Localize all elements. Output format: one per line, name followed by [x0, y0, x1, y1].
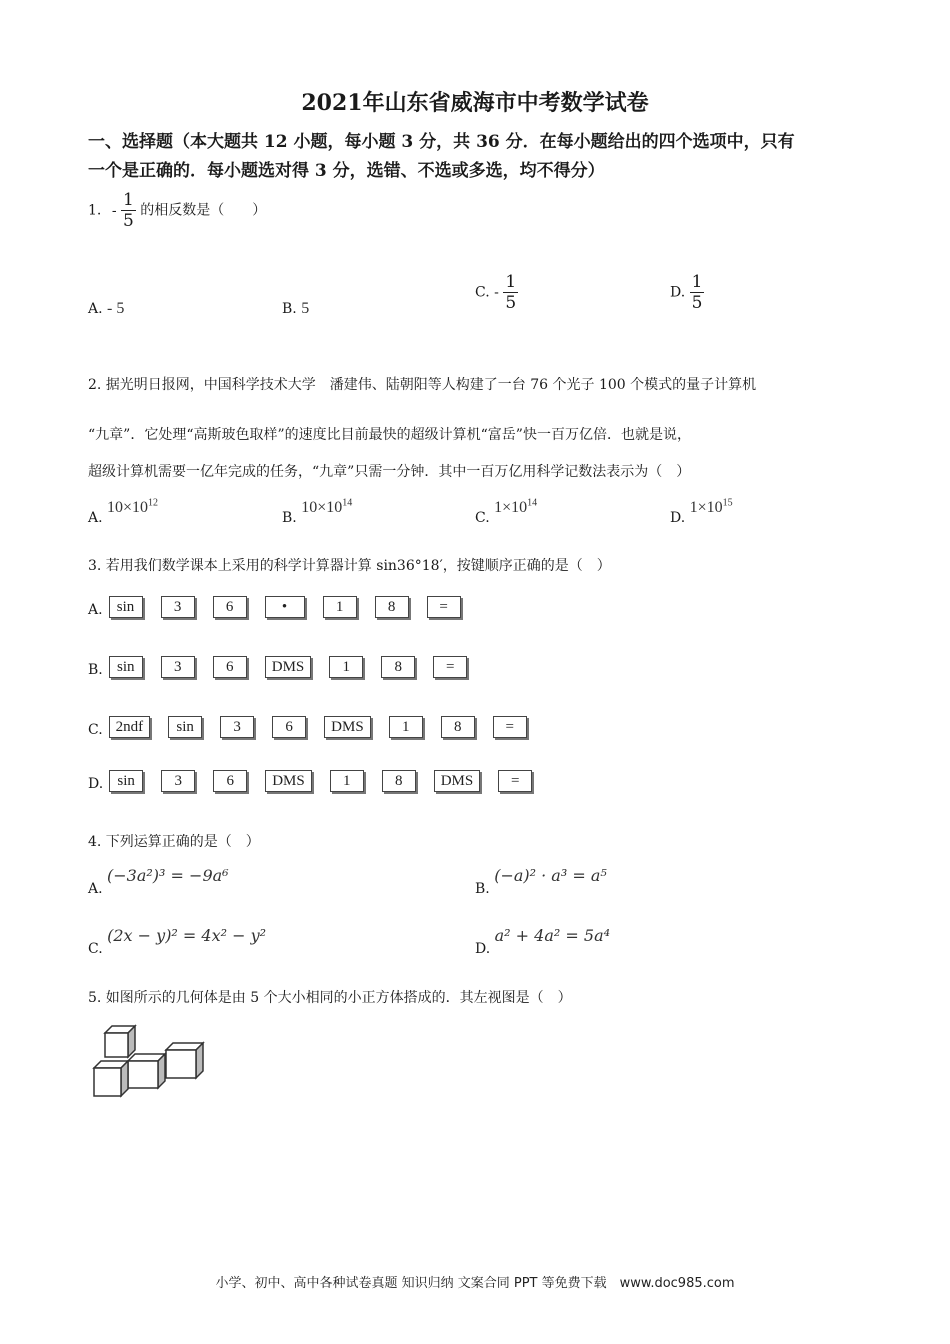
option-value: 5 [301, 300, 310, 317]
question-2-line3: 超级计算机需要一亿年完成的任务，“九章”只需一分钟．其中一百万亿用科学记数法表示为（ ） [88, 464, 691, 480]
question-5: 5. 如图所示的几何体是由 5 个大小相同的小正方体搭成的．其左视图是（ ） [88, 990, 572, 1006]
question-number: 1. [88, 202, 102, 219]
q3-option-a [88, 596, 461, 618]
key-sequence [109, 596, 461, 618]
calc-key: 8 [441, 716, 475, 738]
question-1 [88, 190, 266, 231]
option-label: C. [88, 722, 103, 738]
q4-option-a [88, 866, 229, 897]
option-label: B. [282, 301, 297, 317]
calc-key: 1 [329, 656, 363, 678]
option-label: B. [88, 662, 103, 678]
section-heading [88, 128, 878, 186]
q4-option-b [475, 866, 607, 897]
numerator: 1 [691, 272, 703, 292]
minus-sign: - [494, 284, 499, 301]
q1-option-b [282, 300, 309, 318]
section-heading-line1: 一、选择题（本大题共 12 小题，每小题 3 分，共 36 分．在每小题给出的四个选项中，只有 [88, 132, 795, 152]
calc-key: = [498, 770, 532, 792]
calc-key: = [433, 656, 467, 678]
calc-key: sin [109, 596, 143, 618]
key-sequence [109, 656, 468, 678]
q4-option-d [475, 926, 611, 957]
q2-option-c [475, 498, 538, 527]
calc-key: = [493, 716, 527, 738]
denominator: 5 [691, 293, 703, 313]
q3-option-d [88, 770, 532, 792]
option-expression: (2x − y)² = 4x² − y² [107, 926, 267, 945]
key-sequence [109, 716, 527, 738]
option-value: - 5 [107, 300, 125, 317]
question-2-line1: 2. 据光明日报网，中国科学技术大学 潘建伟、陆朝阳等人构建了一台 76 个光子 100 个模式的量子计算机 [88, 377, 757, 393]
option-expression: (−3a²)³ = −9a⁶ [107, 866, 229, 885]
q2-option-a [88, 498, 159, 527]
calc-key: 8 [382, 770, 416, 792]
calc-key: 3 [220, 716, 254, 738]
q2-option-b [282, 498, 353, 527]
option-label: C. [88, 941, 103, 957]
question-text: 的相反数是（ ） [140, 202, 267, 219]
calc-key: sin [109, 656, 143, 678]
calc-key: 3 [161, 656, 195, 678]
question-3: 3. 若用我们数学课本上采用的科学计算器计算 sin36°18′，按键顺序正确的是（ ） [88, 558, 611, 574]
option-label: C. [475, 510, 490, 527]
q1-option-d [670, 272, 704, 313]
footer-text: 小学、初中、高中各种试卷真题 知识归纳 文案合同 PPT 等免费下载 www.doc985.com [215, 1276, 735, 1291]
calc-key: 6 [213, 656, 247, 678]
numerator: 1 [123, 190, 134, 210]
calc-key: 8 [375, 596, 409, 618]
option-label: D. [88, 776, 104, 792]
denominator: 5 [123, 211, 134, 231]
option-label: A. [88, 301, 103, 317]
option-label: A. [88, 881, 103, 897]
calc-key: 8 [381, 656, 415, 678]
calc-key: 1 [330, 770, 364, 792]
option-value: $10\times 10^{14}$ [301, 498, 353, 517]
section-heading-line2: 一个是正确的．每小题选对得 3 分，选错、不选或多选，均不得分） [88, 161, 605, 181]
q3-option-c [88, 716, 527, 738]
calc-key: sin [168, 716, 202, 738]
calc-key: 1 [389, 716, 423, 738]
option-label: D. [670, 510, 686, 527]
option-expression: a² + 4a² = 5a⁴ [494, 926, 611, 945]
option-label: A. [88, 510, 103, 527]
calc-key: sin [109, 770, 143, 792]
option-label: C. [475, 284, 490, 301]
fraction [121, 190, 136, 231]
option-value: $1\times 10^{15}$ [689, 498, 733, 517]
option-expression: (−a)² · a³ = a⁵ [494, 866, 607, 885]
q1-option-a [88, 300, 124, 318]
calc-key: 3 [161, 770, 195, 792]
calc-key: 3 [161, 596, 195, 618]
calc-key: 6 [272, 716, 306, 738]
q2-option-d [670, 498, 733, 527]
key-sequence [109, 770, 532, 792]
option-label: B. [282, 510, 297, 527]
minus-sign: - [111, 202, 117, 219]
calc-key: DMS [434, 770, 481, 792]
page-title: 2021年山东省威海市中考数学试卷 [301, 90, 649, 116]
calc-key: • [265, 596, 305, 618]
calc-key: DMS [265, 770, 312, 792]
option-label: B. [475, 881, 490, 897]
option-label: A. [88, 602, 103, 618]
calc-key: = [427, 596, 461, 618]
question-4: 4. 下列运算正确的是（ ） [88, 834, 260, 850]
option-label: D. [475, 941, 491, 957]
option-value: $1\times 10^{14}$ [494, 498, 538, 517]
q1-option-c [475, 272, 518, 313]
cube-figure [88, 1020, 218, 1100]
fraction [690, 272, 705, 313]
calc-key: 1 [323, 596, 357, 618]
numerator: 1 [505, 272, 517, 292]
calc-key: 2ndf [109, 716, 151, 738]
denominator: 5 [505, 293, 517, 313]
option-value: $10\times 10^{12}$ [107, 498, 159, 517]
calc-key: 6 [213, 770, 247, 792]
question-2-line2: “九章”．它处理“高斯玻色取样”的速度比目前最快的超级计算机“富岳”快一百万亿倍．也就是说， [88, 427, 691, 443]
q3-option-b [88, 656, 467, 678]
q4-option-c [88, 926, 267, 957]
calc-key: DMS [265, 656, 312, 678]
option-label: D. [670, 284, 686, 301]
calc-key: 6 [213, 596, 247, 618]
calc-key: DMS [324, 716, 371, 738]
fraction [503, 272, 518, 313]
